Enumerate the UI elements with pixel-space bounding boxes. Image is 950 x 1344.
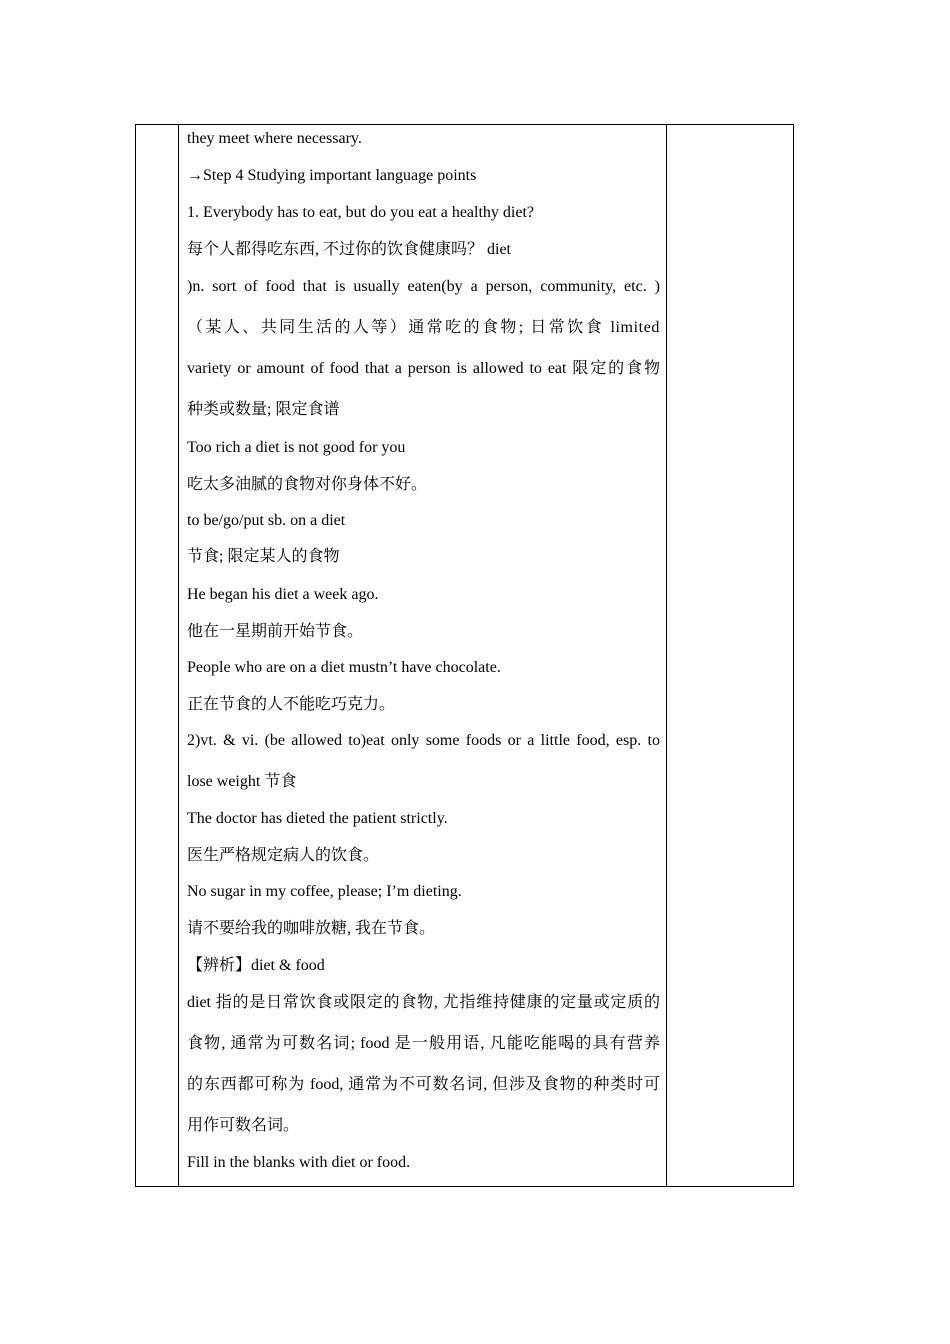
exercise-instruction: Fill in the blanks with diet or food.: [187, 1154, 411, 1171]
text-line: )n. sort of food that is usually eaten(by a person, community, etc. ): [187, 278, 660, 295]
text-line: 食物, 通常为可数名词; food 是一般用语, 凡能吃能喝的具有营养: [187, 1035, 660, 1052]
text-line: 种类或数量; 限定食谱: [187, 401, 340, 418]
text-line: 吃太多油腻的食物对你身体不好。: [187, 476, 428, 493]
text-line: diet 指的是日常饮食或限定的食物, 尤指维持健康的定量或定质的: [187, 994, 660, 1011]
text-line: Too rich a diet is not good for you: [187, 439, 406, 456]
analysis-heading: 【辨析】diet & food: [187, 957, 325, 974]
text-line: 医生严格规定病人的饮食。: [187, 847, 380, 864]
text-line: 1. Everybody has to eat, but do you eat a healthy diet?: [187, 204, 535, 221]
text-line: 他在一星期前开始节食。: [187, 623, 364, 640]
text-line: 正在节食的人不能吃巧克力。: [187, 696, 396, 713]
text-line: The doctor has dieted the patient strictly.: [187, 810, 448, 827]
text-line: （某人、共同生活的人等）通常吃的食物; 日常饮食 limited: [187, 319, 660, 336]
step-heading: →Step 4 Studying important language points: [187, 167, 477, 184]
text-line: 请不要给我的咖啡放糖, 我在节食。: [187, 920, 436, 937]
text-line: 2)vt. & vi. (be allowed to)eat only some foods or a little food, esp. to: [187, 732, 660, 749]
text-line: People who are on a diet mustn’t have chocolate.: [187, 659, 501, 676]
right-column: [666, 125, 793, 1186]
text-line: 用作可数名词。: [187, 1117, 300, 1134]
text-line: 的东西都可称为 food, 通常为不可数名词, 但涉及食物的种类时可: [187, 1076, 660, 1093]
text-line: 节食; 限定某人的食物: [187, 548, 340, 565]
text-line: He began his diet a week ago.: [187, 586, 379, 603]
text-line: variety or amount of food that a person is allowed to eat 限定的食物: [187, 360, 660, 377]
text-line: they meet where necessary.: [187, 130, 362, 147]
text-line: to be/go/put sb. on a diet: [187, 512, 346, 529]
text-line: 每个人都得吃东西, 不过你的饮食健康吗？ diet: [187, 241, 511, 258]
left-column: [136, 125, 179, 1186]
text-line: lose weight 节食: [187, 773, 297, 790]
text-line: No sugar in my coffee, please; I’m dieting.: [187, 883, 462, 900]
lesson-table: [135, 124, 794, 1187]
